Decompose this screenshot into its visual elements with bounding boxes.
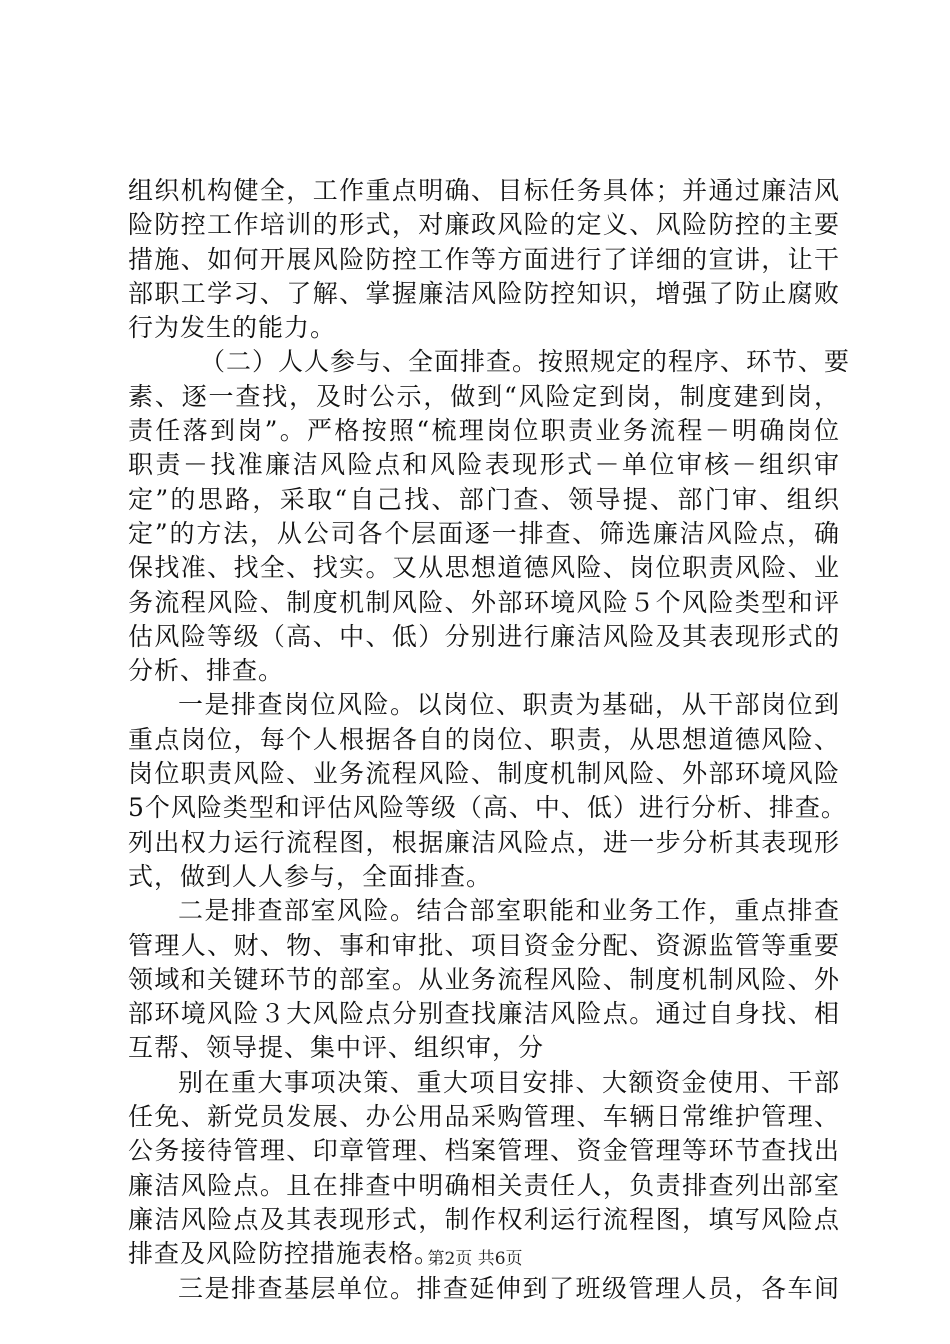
text-line: 管理人、财、物、事和审批、项目资金分配、资源监管等重要 (128, 930, 840, 960)
text-line: 行为发生的能力。 (128, 313, 337, 343)
page-footer: 第2页 共6页 (427, 1249, 523, 1269)
text-line: 别在重大事项决策、重大项目安排、大额资金使用、干部 (178, 1067, 840, 1097)
text-line: 任免、新党员发展、办公用品采购管理、车辆日常维护管理、 (128, 1102, 840, 1132)
text-line: 分析、排查。 (128, 656, 285, 686)
text-line: 组织机构健全，工作重点明确、目标任务具体；并通过廉洁风 (128, 176, 840, 205)
text-line: （二）人人参与、全面排查。按照规定的程序、环节、要 (200, 347, 851, 377)
text-line: 部职工学习、了解、掌握廉洁风险防控知识，增强了防止腐败 (128, 278, 840, 308)
text-line: 素、逐一查找，及时公示，做到“风险定到岗，制度建到岗， (128, 381, 840, 411)
text-line: 职责－找准廉洁风险点和风险表现形式－单位审核－组织审 (128, 450, 840, 480)
text-line: 排查及风险防控措施表格。 (128, 1239, 441, 1269)
text-line: 领域和关键环节的部室。从业务流程风险、制度机制风险、外 (128, 964, 840, 994)
text-line: 岗位职责风险、业务流程风险、制度机制风险、外部环境风险 (128, 759, 840, 789)
text-line: 列出权力运行流程图，根据廉洁风险点，进一步分析其表现形 (128, 827, 840, 857)
text-line: 式，做到人人参与，全面排查。 (128, 861, 493, 891)
text-line: 保找准、找全、找实。又从思想道德风险、岗位职责风险、业 (128, 553, 840, 583)
text-line: 一是排查岗位风险。以岗位、职责为基础，从干部岗位到 (178, 690, 840, 720)
text-line: 险防控工作培训的形式，对廉政风险的定义、风险防控的主要 (128, 210, 840, 240)
text-line: 5个风险类型和评估风险等级（高、中、低）进行分析、排查。 (128, 793, 847, 823)
text-line: 定”的方法，从公司各个层面逐一排查、筛选廉洁风险点，确 (128, 518, 840, 548)
text-line: 定”的思路，采取“自己找、部门查、领导提、部门审、组织 (128, 484, 840, 514)
text-line: 部环境风险３大风险点分别查找廉洁风险点。通过自身找、相 (128, 999, 840, 1029)
text-line: 廉洁风险点。且在排查中明确相关责任人，负责排查列出部室 (128, 1170, 840, 1200)
text-line: 责任落到岗”。严格按照“梳理岗位职责业务流程－明确岗位 (128, 416, 840, 446)
text-line: 互帮、领导提、集中评、组织审，分 (128, 1033, 545, 1063)
text-line: 重点岗位，每个人根据各自的岗位、职责，从思想道德风险、 (128, 724, 840, 754)
text-line: 估风险等级（高、中、低）分别进行廉洁风险及其表现形式的 (128, 621, 840, 651)
text-line: 三是排查基层单位。排查延伸到了班级管理人员，各车间 (178, 1273, 840, 1303)
body-text (128, 174, 851, 1306)
text-line: 措施、如何开展风险防控工作等方面进行了详细的宣讲，让干 (128, 244, 840, 274)
text-line: 务流程风险、制度机制风险、外部环境风险５个风险类型和评 (128, 587, 840, 617)
text-line: 公务接待管理、印章管理、档案管理、资金管理等环节查找出 (128, 1136, 840, 1166)
text-line: 廉洁风险点及其表现形式，制作权利运行流程图，填写风险点 (128, 1204, 840, 1234)
text-line: 二是排查部室风险。结合部室职能和业务工作，重点排查 (178, 896, 840, 926)
